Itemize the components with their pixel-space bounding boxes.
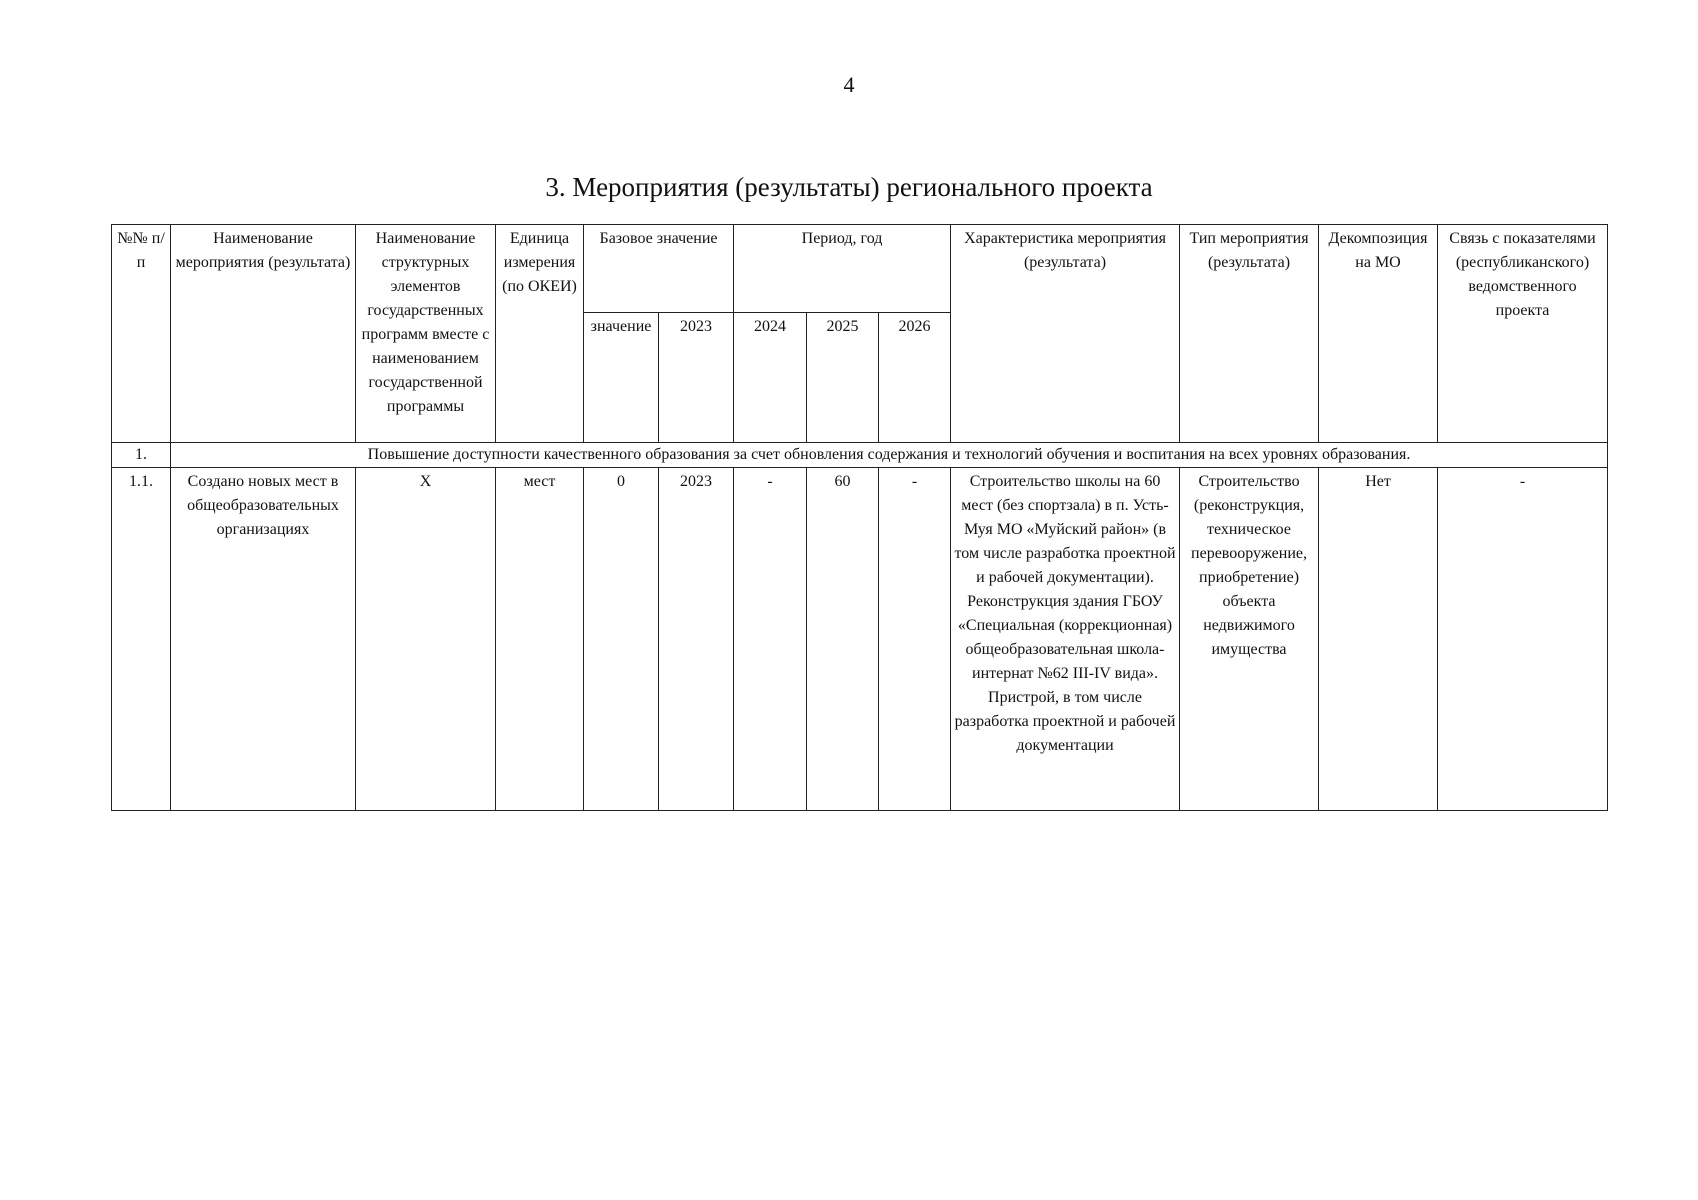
row-decomposition: Нет	[1319, 468, 1438, 811]
header-num: №№ п/п	[112, 225, 171, 443]
header-base-sub-value: значение	[584, 313, 659, 443]
header-name: Наименование мероприятия (результата)	[171, 225, 356, 443]
row-name: Создано новых мест в общеобразовательных организациях	[171, 468, 356, 811]
header-characteristic: Характеристика мероприятия (результата)	[951, 225, 1180, 443]
row-y2026: -	[879, 468, 951, 811]
row-type: Строительство (реконструкция, техническое перевооружение, приобретение) объекта недвижимого имущества	[1180, 468, 1319, 811]
row-y2024: -	[734, 468, 807, 811]
page-number: 4	[843, 72, 855, 97]
header-decomposition: Декомпозиция на МО	[1319, 225, 1438, 443]
row-characteristic: Строительство школы на 60 мест (без спортзала) в п. Усть-Муя МО «Муйский район» (в том числе разработка проектной и рабочей документации). Реконструкция здания ГБОУ «Специальная (коррекционная) общеобразовательная школа-интернат №62 III-IV вида». Пристрой, в том числе разработка проектной и рабочей документации	[951, 468, 1180, 811]
section-title: 3. Мероприятия (результаты) регионального проекта	[545, 172, 1153, 202]
row-link: -	[1438, 468, 1608, 811]
goal-text: Повышение доступности качественного образования за счет обновления содержания и технологий обучения и воспитания на всех уровнях образования.	[171, 443, 1608, 468]
header-base-value: Базовое значение	[584, 225, 734, 313]
header-year-2025: 2025	[807, 313, 879, 443]
header-link: Связь с показателями (республиканского) ведомственного проекта	[1438, 225, 1608, 443]
row-unit: мест	[496, 468, 584, 811]
row-base-year: 2023	[659, 468, 734, 811]
header-unit: Единица измерения (по ОКЕИ)	[496, 225, 584, 443]
table-row	[112, 468, 1608, 811]
header-year-2024: 2024	[734, 313, 807, 443]
goal-num: 1.	[112, 443, 171, 468]
goal-row	[112, 443, 1608, 468]
header-year-2026: 2026	[879, 313, 951, 443]
row-y2025: 60	[807, 468, 879, 811]
row-structural: Х	[356, 468, 496, 811]
row-base-value: 0	[584, 468, 659, 811]
header-structural: Наименование структурных элементов государственных программ вместе с наименованием государственной программы	[356, 225, 496, 443]
measures-table	[111, 224, 1608, 811]
header-row-top	[112, 225, 1608, 313]
header-period: Период, год	[734, 225, 951, 313]
header-type: Тип мероприятия (результата)	[1180, 225, 1319, 443]
header-base-sub-year: 2023	[659, 313, 734, 443]
row-num: 1.1.	[112, 468, 171, 811]
